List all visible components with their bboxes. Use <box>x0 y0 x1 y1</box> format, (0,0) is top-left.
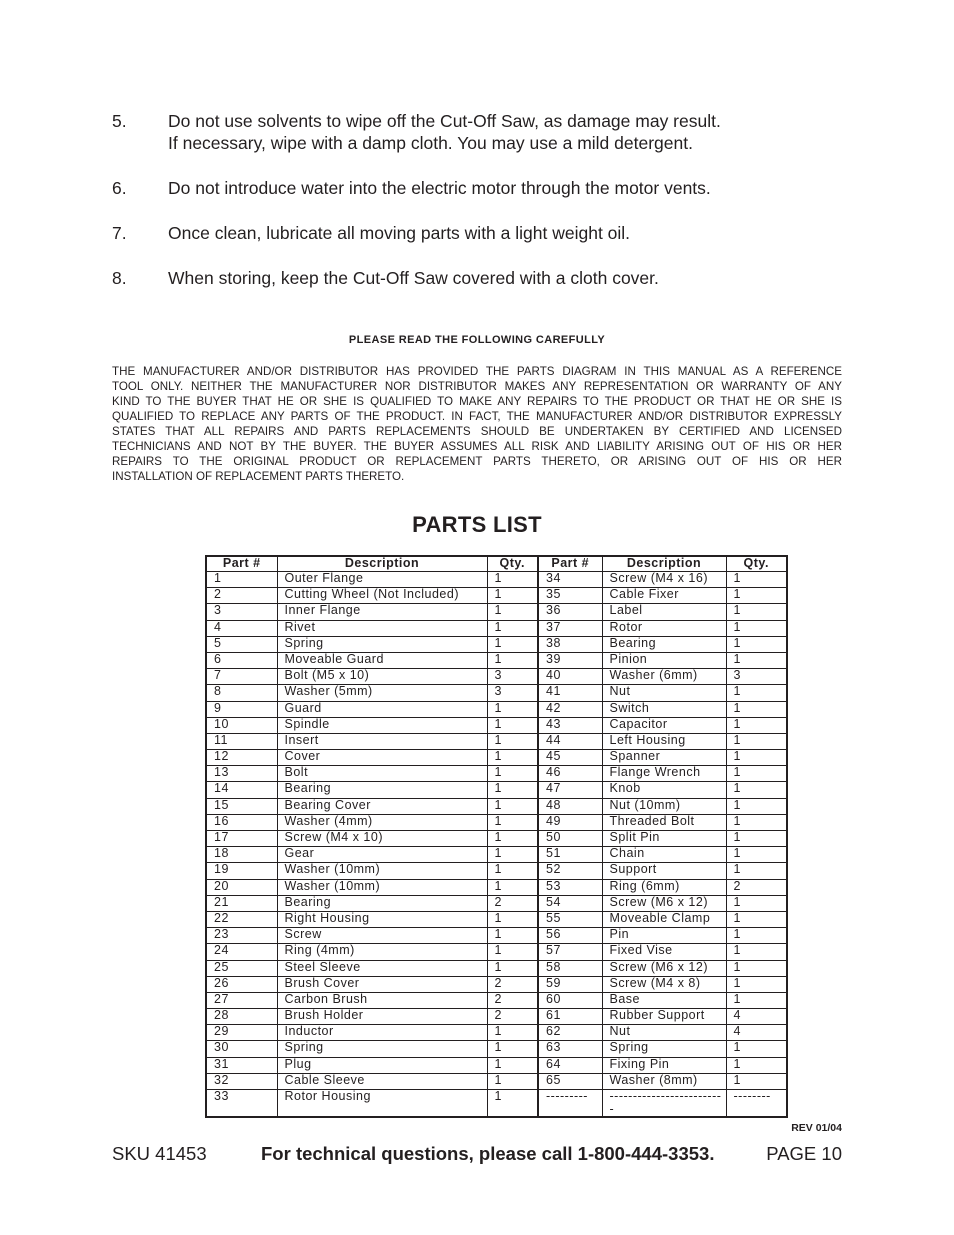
qty-cell: 1 <box>487 831 538 847</box>
description-cell: Gear <box>277 847 487 863</box>
qty-cell: 1 <box>487 944 538 960</box>
notice-line: QUALIFIED TO REPLACE ANY PARTS OF THE PRODUCT. IN FACT, THE MANUFACTURER AND/OR DISTRIBUTOR EXPRESSLY <box>112 410 842 423</box>
qty-cell: 1 <box>487 620 538 636</box>
part-number-cell: 30 <box>206 1041 277 1057</box>
part-number-cell: 40 <box>538 669 602 685</box>
header-description: Description <box>602 556 726 572</box>
step-text-line: Do not use solvents to wipe off the Cut-Off Saw, as damage may result. <box>168 111 721 131</box>
part-number-cell: 48 <box>538 798 602 814</box>
qty-cell: 1 <box>726 1073 787 1089</box>
header-qty: Qty. <box>726 556 787 572</box>
description-cell: Washer (10mm) <box>277 863 487 879</box>
part-number-cell: 50 <box>538 831 602 847</box>
qty-cell: 3 <box>726 669 787 685</box>
sku-label: SKU 41453 <box>112 1143 207 1164</box>
qty-cell: 1 <box>487 572 538 588</box>
part-number-cell: 5 <box>206 636 277 652</box>
description-cell: Right Housing <box>277 911 487 927</box>
description-cell: Spring <box>277 1041 487 1057</box>
description-cell: Carbon Brush <box>277 992 487 1008</box>
part-number-cell: 25 <box>206 960 277 976</box>
step-item <box>112 110 852 154</box>
qty-cell: 2 <box>487 895 538 911</box>
table-row <box>206 685 787 701</box>
description-cell: Screw <box>277 928 487 944</box>
description-cell: Washer (6mm) <box>602 669 726 685</box>
table-row <box>206 572 787 588</box>
qty-cell: 1 <box>487 1041 538 1057</box>
part-number-cell: 58 <box>538 960 602 976</box>
qty-cell: 1 <box>487 636 538 652</box>
table-row <box>206 717 787 733</box>
qty-cell: 1 <box>726 701 787 717</box>
notice-line: TECHNICIANS AND NOT BY THE BUYER. THE BUYER ASSUMES ALL RISK AND LIABILITY ARISING OUT OF HIS OR HER <box>112 440 842 453</box>
part-number-cell: 9 <box>206 701 277 717</box>
qty-cell: 1 <box>726 588 787 604</box>
part-number-cell: 55 <box>538 911 602 927</box>
qty-cell: -------- <box>726 1090 787 1118</box>
part-number-cell: 22 <box>206 911 277 927</box>
description-cell: Spring <box>277 636 487 652</box>
table-row <box>206 1009 787 1025</box>
table-row <box>206 1073 787 1089</box>
description-cell: Cover <box>277 750 487 766</box>
qty-cell: 1 <box>726 847 787 863</box>
part-number-cell: 42 <box>538 701 602 717</box>
description-cell: Ring (6mm) <box>602 879 726 895</box>
table-row <box>206 911 787 927</box>
part-number-cell: 15 <box>206 798 277 814</box>
qty-cell: 1 <box>487 863 538 879</box>
description-cell: Fixing Pin <box>602 1057 726 1073</box>
part-number-cell: 53 <box>538 879 602 895</box>
qty-cell: 1 <box>726 944 787 960</box>
description-cell: Cable Sleeve <box>277 1073 487 1089</box>
description-cell: Screw (M4 x 16) <box>602 572 726 588</box>
qty-cell: 1 <box>726 863 787 879</box>
qty-cell: 1 <box>487 847 538 863</box>
table-row <box>206 782 787 798</box>
description-cell: Insert <box>277 733 487 749</box>
table-row <box>206 928 787 944</box>
qty-cell: 1 <box>726 750 787 766</box>
qty-cell: 1 <box>726 685 787 701</box>
part-number-cell: 38 <box>538 636 602 652</box>
table-row <box>206 1057 787 1073</box>
table-row <box>206 798 787 814</box>
notice-paragraph <box>112 364 842 484</box>
part-number-cell: 31 <box>206 1057 277 1073</box>
qty-cell: 1 <box>726 895 787 911</box>
parts-list-title: PARTS LIST <box>412 512 542 537</box>
maintenance-steps <box>112 110 852 312</box>
table-row <box>206 944 787 960</box>
description-cell: Label <box>602 604 726 620</box>
description-cell: Rivet <box>277 620 487 636</box>
description-cell: Rotor Housing <box>277 1090 487 1118</box>
part-number-cell: 39 <box>538 652 602 668</box>
part-number-cell: 13 <box>206 766 277 782</box>
qty-cell: 1 <box>487 652 538 668</box>
qty-cell: 1 <box>487 588 538 604</box>
part-number-cell: 8 <box>206 685 277 701</box>
description-cell: Outer Flange <box>277 572 487 588</box>
part-number-cell: 64 <box>538 1057 602 1073</box>
qty-cell: 1 <box>726 620 787 636</box>
part-number-cell: 47 <box>538 782 602 798</box>
description-cell: Nut (10mm) <box>602 798 726 814</box>
part-number-cell: 45 <box>538 750 602 766</box>
part-number-cell: --------- <box>538 1090 602 1118</box>
qty-cell: 1 <box>726 976 787 992</box>
part-number-cell: 21 <box>206 895 277 911</box>
qty-cell: 1 <box>726 717 787 733</box>
description-cell: Pin <box>602 928 726 944</box>
description-cell: Screw (M6 x 12) <box>602 895 726 911</box>
part-number-cell: 20 <box>206 879 277 895</box>
qty-cell: 2 <box>487 992 538 1008</box>
qty-cell: 2 <box>487 976 538 992</box>
parts-table-header-row <box>206 556 787 572</box>
qty-cell: 2 <box>726 879 787 895</box>
qty-cell: 1 <box>726 814 787 830</box>
part-number-cell: 46 <box>538 766 602 782</box>
part-number-cell: 57 <box>538 944 602 960</box>
qty-cell: 1 <box>726 1057 787 1073</box>
table-row <box>206 831 787 847</box>
description-cell: Pinion <box>602 652 726 668</box>
qty-cell: 1 <box>487 1057 538 1073</box>
part-number-cell: 27 <box>206 992 277 1008</box>
description-cell: Base <box>602 992 726 1008</box>
part-number-cell: 14 <box>206 782 277 798</box>
description-cell: Switch <box>602 701 726 717</box>
description-cell: Washer (10mm) <box>277 879 487 895</box>
header-qty: Qty. <box>487 556 538 572</box>
table-row <box>206 636 787 652</box>
part-number-cell: 43 <box>538 717 602 733</box>
qty-cell: 1 <box>726 766 787 782</box>
page-number: PAGE 10 <box>766 1143 842 1164</box>
step-number: 7. <box>112 223 127 243</box>
description-cell: Bolt <box>277 766 487 782</box>
part-number-cell: 35 <box>538 588 602 604</box>
qty-cell: 1 <box>726 960 787 976</box>
table-row <box>206 588 787 604</box>
description-cell: Flange Wrench <box>602 766 726 782</box>
description-cell: Rotor <box>602 620 726 636</box>
qty-cell: 1 <box>487 766 538 782</box>
part-number-cell: 2 <box>206 588 277 604</box>
notice-line: THE MANUFACTURER AND/OR DISTRIBUTOR HAS PROVIDED THE PARTS DIAGRAM IN THIS MANUAL AS A REFERENCE <box>112 365 842 378</box>
qty-cell: 1 <box>487 717 538 733</box>
notice-line: REPAIRS TO THE ORIGINAL PRODUCT OR REPLACEMENT PARTS THERETO, OR ARISING OUT OF HIS OR HER <box>112 455 842 468</box>
description-cell: Ring (4mm) <box>277 944 487 960</box>
qty-cell: 1 <box>487 814 538 830</box>
part-number-cell: 52 <box>538 863 602 879</box>
part-number-cell: 24 <box>206 944 277 960</box>
table-row <box>206 863 787 879</box>
description-cell: Support <box>602 863 726 879</box>
part-number-cell: 61 <box>538 1009 602 1025</box>
part-number-cell: 16 <box>206 814 277 830</box>
part-number-cell: 34 <box>538 572 602 588</box>
table-row <box>206 620 787 636</box>
qty-cell: 1 <box>726 733 787 749</box>
qty-cell: 3 <box>487 685 538 701</box>
part-number-cell: 56 <box>538 928 602 944</box>
step-text-line: When storing, keep the Cut-Off Saw covered with a cloth cover. <box>168 268 659 288</box>
step-text <box>168 222 852 244</box>
description-cell: ------------------------- <box>602 1090 726 1118</box>
qty-cell: 1 <box>487 750 538 766</box>
step-text <box>168 267 852 289</box>
part-number-cell: 28 <box>206 1009 277 1025</box>
part-number-cell: 29 <box>206 1025 277 1041</box>
part-number-cell: 12 <box>206 750 277 766</box>
description-cell: Nut <box>602 1025 726 1041</box>
qty-cell: 1 <box>487 1025 538 1041</box>
description-cell: Cutting Wheel (Not Included) <box>277 588 487 604</box>
table-row <box>206 604 787 620</box>
notice-line: TOOL ONLY. NEITHER THE MANUFACTURER NOR DISTRIBUTOR MAKES ANY REPRESENTATION OR WARRANTY OF ANY <box>112 380 842 393</box>
tech-support-line: For technical questions, please call 1-800-444-3353. <box>261 1143 715 1164</box>
notice-line: INSTALLATION OF REPLACEMENT PARTS THERETO. <box>112 470 405 483</box>
table-row <box>206 960 787 976</box>
qty-cell: 1 <box>487 960 538 976</box>
qty-cell: 1 <box>726 652 787 668</box>
qty-cell: 1 <box>726 911 787 927</box>
description-cell: Screw (M4 x 8) <box>602 976 726 992</box>
part-number-cell: 36 <box>538 604 602 620</box>
qty-cell: 1 <box>487 911 538 927</box>
qty-cell: 1 <box>487 701 538 717</box>
description-cell: Capacitor <box>602 717 726 733</box>
part-number-cell: 51 <box>538 847 602 863</box>
qty-cell: 1 <box>726 831 787 847</box>
part-number-cell: 60 <box>538 992 602 1008</box>
part-number-cell: 18 <box>206 847 277 863</box>
part-number-cell: 11 <box>206 733 277 749</box>
table-row <box>206 992 787 1008</box>
part-number-cell: 41 <box>538 685 602 701</box>
qty-cell: 1 <box>726 992 787 1008</box>
part-number-cell: 33 <box>206 1090 277 1118</box>
step-text <box>168 177 852 199</box>
part-number-cell: 44 <box>538 733 602 749</box>
step-item <box>112 222 852 244</box>
part-number-cell: 37 <box>538 620 602 636</box>
qty-cell: 1 <box>726 604 787 620</box>
qty-cell: 1 <box>487 928 538 944</box>
description-cell: Brush Holder <box>277 1009 487 1025</box>
table-row <box>206 652 787 668</box>
description-cell: Screw (M6 x 12) <box>602 960 726 976</box>
description-cell: Knob <box>602 782 726 798</box>
qty-cell: 1 <box>726 636 787 652</box>
part-number-cell: 62 <box>538 1025 602 1041</box>
description-cell: Rubber Support <box>602 1009 726 1025</box>
qty-cell: 2 <box>487 1009 538 1025</box>
description-cell: Bearing <box>277 782 487 798</box>
table-row <box>206 1025 787 1041</box>
qty-cell: 1 <box>726 1041 787 1057</box>
description-cell: Inner Flange <box>277 604 487 620</box>
description-cell: Fixed Vise <box>602 944 726 960</box>
step-number: 8. <box>112 268 127 288</box>
description-cell: Moveable Guard <box>277 652 487 668</box>
description-cell: Steel Sleeve <box>277 960 487 976</box>
qty-cell: 1 <box>487 604 538 620</box>
description-cell: Spring <box>602 1041 726 1057</box>
qty-cell: 1 <box>487 798 538 814</box>
step-number: 6. <box>112 178 127 198</box>
part-number-cell: 10 <box>206 717 277 733</box>
description-cell: Inductor <box>277 1025 487 1041</box>
table-row <box>206 847 787 863</box>
qty-cell: 1 <box>487 733 538 749</box>
revision-label: REV 01/04 <box>791 1122 842 1134</box>
description-cell: Plug <box>277 1057 487 1073</box>
description-cell: Bearing <box>277 895 487 911</box>
description-cell: Guard <box>277 701 487 717</box>
qty-cell: 1 <box>487 1090 538 1118</box>
table-row <box>206 879 787 895</box>
part-number-cell: 17 <box>206 831 277 847</box>
table-row <box>206 750 787 766</box>
qty-cell: 3 <box>487 669 538 685</box>
notice-line: STATES THAT ALL REPAIRS AND PARTS REPLACEMENTS SHOULD BE UNDERTAKEN BY CERTIFIED AND LICENSED <box>112 425 842 438</box>
description-cell: Bearing Cover <box>277 798 487 814</box>
qty-cell: 1 <box>487 782 538 798</box>
qty-cell: 1 <box>726 782 787 798</box>
description-cell: Nut <box>602 685 726 701</box>
description-cell: Left Housing <box>602 733 726 749</box>
table-row <box>206 701 787 717</box>
description-cell: Washer (4mm) <box>277 814 487 830</box>
part-number-cell: 49 <box>538 814 602 830</box>
qty-cell: 1 <box>726 928 787 944</box>
header-description: Description <box>277 556 487 572</box>
table-row <box>206 1090 787 1118</box>
part-number-cell: 63 <box>538 1041 602 1057</box>
description-cell: Bearing <box>602 636 726 652</box>
part-number-cell: 26 <box>206 976 277 992</box>
page-footer <box>112 1143 842 1167</box>
notice-heading: PLEASE READ THE FOLLOWING CAREFULLY <box>348 334 606 346</box>
description-cell: Screw (M4 x 10) <box>277 831 487 847</box>
table-row <box>206 733 787 749</box>
description-cell: Spindle <box>277 717 487 733</box>
table-row <box>206 895 787 911</box>
step-text-line: If necessary, wipe with a damp cloth. You may use a mild detergent. <box>168 133 693 153</box>
part-number-cell: 4 <box>206 620 277 636</box>
qty-cell: 1 <box>726 572 787 588</box>
part-number-cell: 54 <box>538 895 602 911</box>
step-text-line: Do not introduce water into the electric motor through the motor vents. <box>168 178 711 198</box>
qty-cell: 4 <box>726 1009 787 1025</box>
part-number-cell: 59 <box>538 976 602 992</box>
step-text-line: Once clean, lubricate all moving parts with a light weight oil. <box>168 223 631 243</box>
description-cell: Washer (5mm) <box>277 685 487 701</box>
part-number-cell: 6 <box>206 652 277 668</box>
description-cell: Bolt (M5 x 10) <box>277 669 487 685</box>
description-cell: Split Pin <box>602 831 726 847</box>
part-number-cell: 65 <box>538 1073 602 1089</box>
step-item <box>112 177 852 199</box>
table-row <box>206 814 787 830</box>
qty-cell: 1 <box>487 1073 538 1089</box>
notice-line: KIND TO THE BUYER THAT HE OR SHE IS QUALIFIED TO MAKE ANY REPAIRS TO THE PRODUCT OR THAT HE OR SHE IS <box>112 395 842 408</box>
parts-list-table <box>205 555 788 1118</box>
description-cell: Washer (8mm) <box>602 1073 726 1089</box>
table-row <box>206 766 787 782</box>
header-part-number: Part # <box>538 556 602 572</box>
part-number-cell: 32 <box>206 1073 277 1089</box>
part-number-cell: 1 <box>206 572 277 588</box>
part-number-cell: 23 <box>206 928 277 944</box>
qty-cell: 1 <box>487 879 538 895</box>
description-cell: Moveable Clamp <box>602 911 726 927</box>
table-row <box>206 976 787 992</box>
step-text <box>168 110 852 154</box>
step-item <box>112 267 852 289</box>
description-cell: Spanner <box>602 750 726 766</box>
qty-cell: 4 <box>726 1025 787 1041</box>
table-row <box>206 669 787 685</box>
step-number: 5. <box>112 111 127 131</box>
part-number-cell: 19 <box>206 863 277 879</box>
table-row <box>206 1041 787 1057</box>
description-cell: Threaded Bolt <box>602 814 726 830</box>
description-cell: Brush Cover <box>277 976 487 992</box>
description-cell: Cable Fixer <box>602 588 726 604</box>
description-cell: Chain <box>602 847 726 863</box>
part-number-cell: 7 <box>206 669 277 685</box>
qty-cell: 1 <box>726 798 787 814</box>
header-part-number: Part # <box>206 556 277 572</box>
part-number-cell: 3 <box>206 604 277 620</box>
